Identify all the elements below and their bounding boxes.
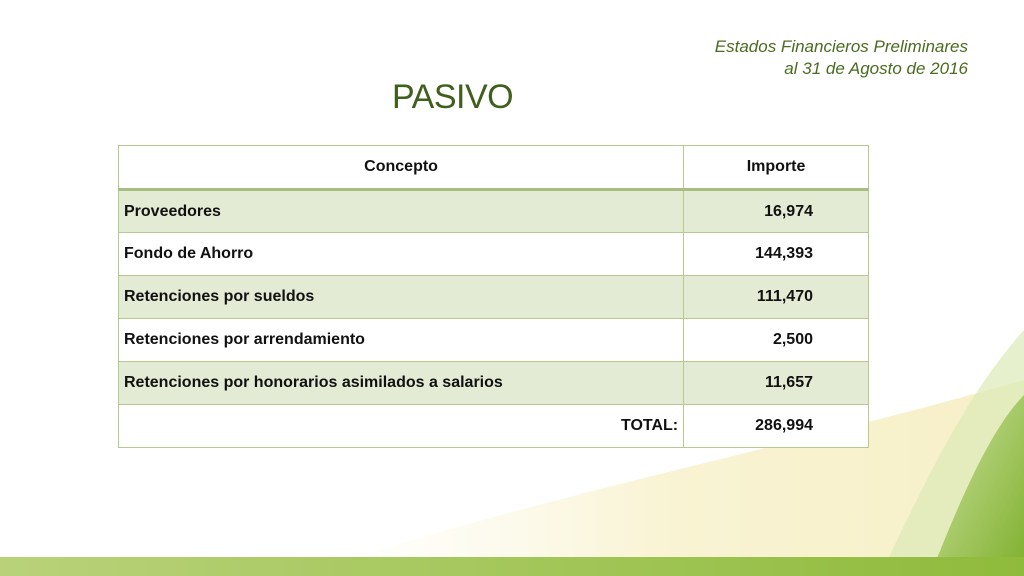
row-concepto: Retenciones por arrendamiento xyxy=(119,319,684,362)
table-row xyxy=(119,190,869,233)
table-header-row xyxy=(119,146,869,190)
table-row xyxy=(119,319,869,362)
row-importe: 16,974 xyxy=(684,190,869,233)
row-concepto: Fondo de Ahorro xyxy=(119,233,684,276)
report-subtitle xyxy=(715,36,968,80)
report-subtitle-line2: al 31 de Agosto de 2016 xyxy=(784,59,968,78)
column-header-concepto: Concepto xyxy=(119,146,684,190)
total-row xyxy=(119,405,869,448)
row-importe: 2,500 xyxy=(684,319,869,362)
total-value: 286,994 xyxy=(684,405,869,448)
row-importe: 11,657 xyxy=(684,362,869,405)
row-concepto: Retenciones por sueldos xyxy=(119,276,684,319)
report-subtitle-line1: Estados Financieros Preliminares xyxy=(714,37,968,56)
table-row xyxy=(119,233,869,276)
total-label: TOTAL: xyxy=(119,405,684,448)
decor-bottom-band xyxy=(0,557,1024,576)
liabilities-table xyxy=(118,145,869,448)
table-row xyxy=(119,362,869,405)
column-header-importe: Importe xyxy=(684,146,869,190)
table-row xyxy=(119,276,869,319)
page-title: PASIVO xyxy=(392,78,514,116)
row-importe: 144,393 xyxy=(684,233,869,276)
row-concepto: Proveedores xyxy=(119,190,684,233)
row-importe: 111,470 xyxy=(684,276,869,319)
row-concepto: Retenciones por honorarios asimilados a salarios xyxy=(119,362,684,405)
